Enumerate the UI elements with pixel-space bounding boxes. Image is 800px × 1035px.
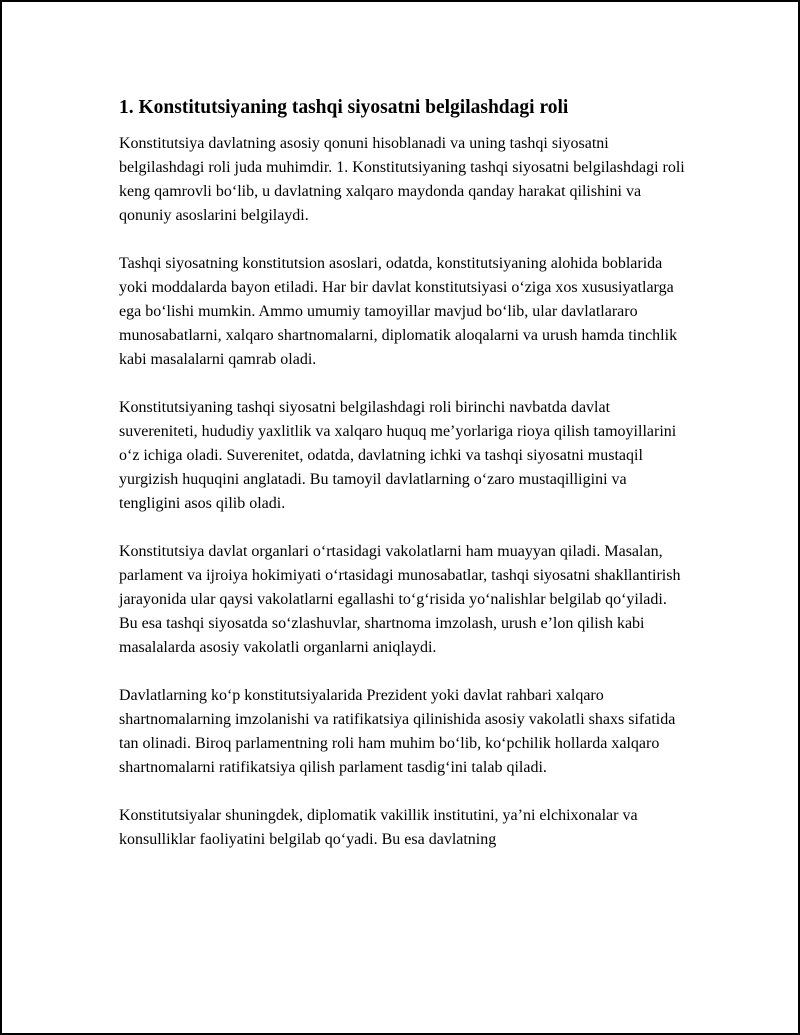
paragraph-6: Konstitutsiyalar shuningdek, diplomatik vakillik institutini, ya’ni elchixonalar va konsulliklar faoliyatini belgilab qo‘yadi. Bu esa davlatning (119, 807, 638, 848)
document-body (119, 96, 689, 876)
section-heading: 1. Konstitutsiyaning tashqi siyosatni belgilashdagi roli (119, 97, 569, 118)
paragraph-2: Tashqi siyosatning konstitutsion asoslari, odatda, konstitutsiyaning alohida boblarida yoki moddalarda bayon etiladi. Har bir davlat konstitutsiyasi o‘ziga xos xususiyatlarga ega bo‘lishi mumkin. Ammo umumiy tamoyillar mavjud bo‘lib, ular davlatlararo munosabatlarni, xalqaro shartnomalarni, diplomatik aloqalarni va urush hamda tinchlik kabi masalalarni qamrab oladi. (119, 255, 678, 368)
paragraph-3: Konstitutsiyaning tashqi siyosatni belgilashdagi roli birinchi navbatda davlat suvereniteti, hududiy yaxlitlik va xalqaro huquq me’yorlariga rioya qilish tamoyillarini o‘z ichiga oladi. Suverenitet, odatda, davlatning ichki va tashqi siyosatni mustaqil yurgizish huquqini anglatadi. Bu tamoyil davlatlarning o‘zaro mustaqilligini va tengligini asos qilib oladi. (119, 399, 677, 512)
paragraph-4: Konstitutsiya davlat organlari o‘rtasidagi vakolatlarni ham muayyan qiladi. Masalan, parlament va ijroiya hokimiyati o‘rtasidagi munosabatlar, tashqi siyosatni shakllantirish jarayonida ular qaysi vakolatlarni egallashi to‘g‘risida yo‘nalishlar belgilab qo‘yiladi. Bu esa tashqi siyosatda so‘zlashuvlar, shartnoma imzolash, urush e’lon qilish kabi masalalarda asosiy vakolatli organlarni aniqlaydi. (119, 543, 681, 656)
paragraph-5: Davlatlarning ko‘p konstitutsiyalarida Prezident yoki davlat rahbari xalqaro shartnomalarning imzolanishi va ratifikatsiya qilinishida asosiy vakolatli shaxs sifatida tan olinadi. Biroq parlamentning roli ham muhim bo‘lib, ko‘pchilik hollarda xalqaro shartnomalarni ratifikatsiya qilish parlament tasdig‘ini talab qiladi. (119, 687, 676, 776)
paragraph-1: Konstitutsiya davlatning asosiy qonuni hisoblanadi va uning tashqi siyosatni belgilashdagi roli juda muhimdir. 1. Konstitutsiyaning tashqi siyosatni belgilashdagi roli keng qamrovli bo‘lib, u davlatning xalqaro maydonda qanday harakat qilishini va qonuniy asoslarini belgilaydi. (119, 135, 685, 224)
